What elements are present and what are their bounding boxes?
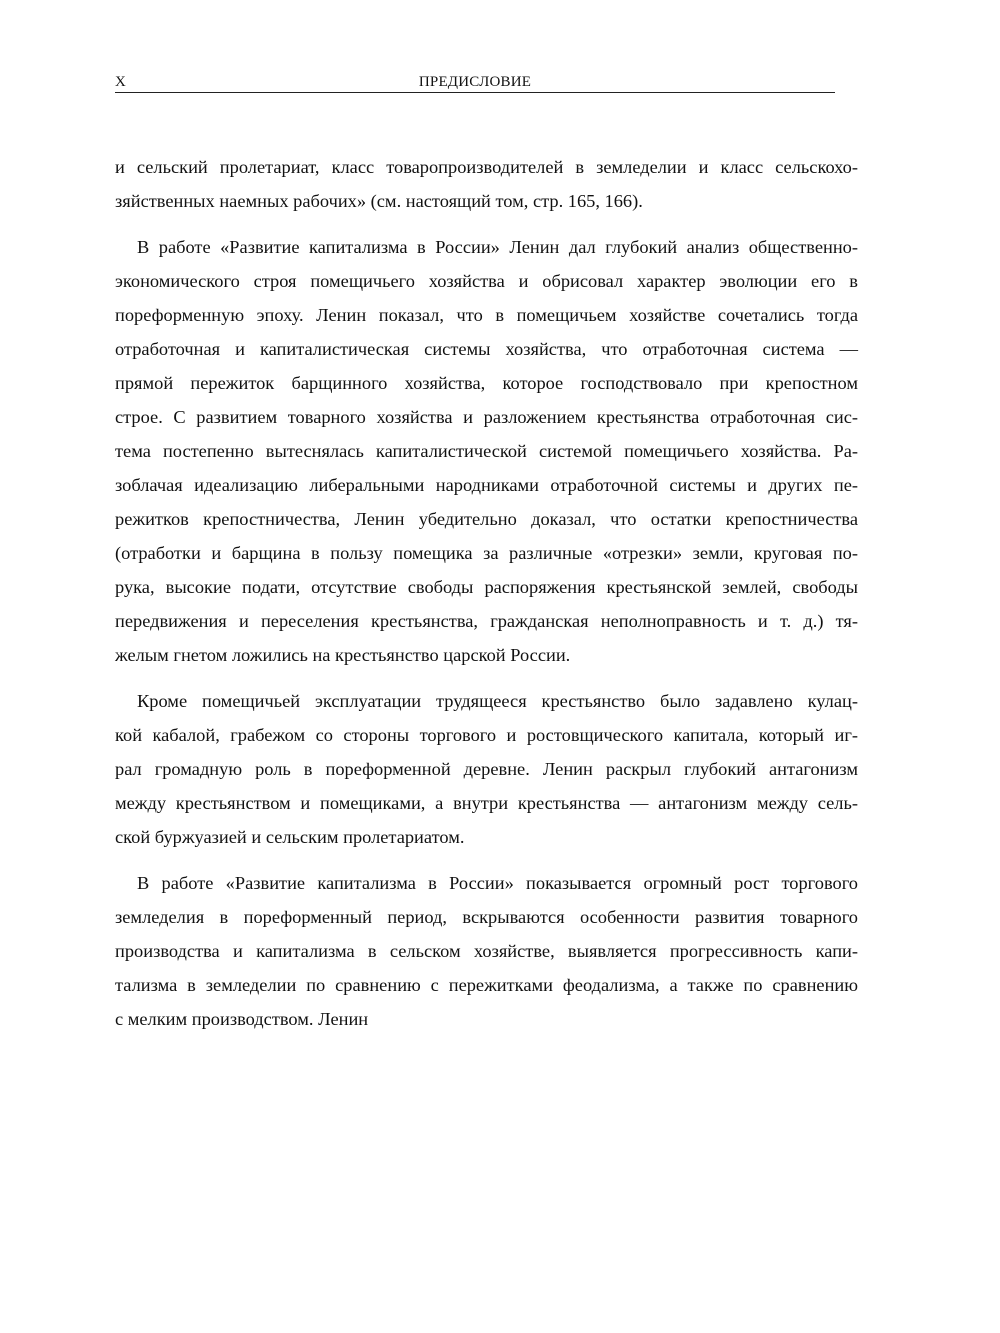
page-title: ПРЕДИСЛОВИЕ	[418, 74, 532, 90]
paragraph	[115, 150, 858, 218]
text-line: зяйственных наемных рабочих» (см. настоящий том, стр. 165, 166).	[115, 191, 643, 211]
paragraph	[115, 866, 858, 1036]
text-line: (отработки и барщина в пользу помещика за различные «отрезки» земли, круговая по-	[115, 543, 858, 563]
text-line: тема постепенно вытеснялась капиталистической системой помещичьего хозяйства. Ра-	[115, 441, 858, 461]
text-line: режитков крепостничества, Ленин убедительно доказал, что остатки крепостничества	[115, 509, 858, 529]
text-line: земледелия в пореформенный период, вскрываются особенности развития товарного	[115, 907, 858, 927]
text-line: прямой пережиток барщинного хозяйства, которое господствовало при крепостном	[115, 373, 858, 393]
text-line: с мелким производством. Ленин	[115, 1009, 369, 1029]
text-line: между крестьянством и помещиками, а внутри крестьянства — антагонизм между сель-	[115, 793, 858, 813]
text-line: пореформенную эпоху. Ленин показал, что в помещичьем хозяйстве сочетались тогда	[115, 305, 858, 325]
text-line: желым гнетом ложились на крестьянство царской России.	[115, 645, 571, 665]
text-line: передвижения и переселения крестьянства, гражданская неполноправность и т. д.) тя-	[115, 611, 858, 631]
text-line: рал громадную роль в пореформенной деревне. Ленин раскрыл глубокий антагонизм	[115, 759, 858, 779]
text-line: кой кабалой, грабежом со стороны торгового и ростовщического капитала, который иг-	[115, 725, 858, 745]
paragraph	[115, 230, 858, 672]
paragraph	[115, 684, 858, 854]
text-line: Кроме помещичьей эксплуатации трудящееся крестьянство было задавлено кулац-	[137, 691, 858, 711]
text-line: В работе «Развитие капитализма в России» Ленин дал глубокий анализ общественно-	[137, 237, 858, 257]
text-line: экономического строя помещичьего хозяйства и обрисовал характер эволюции его в	[115, 271, 858, 291]
text-line: ской буржуазией и сельским пролетариатом.	[115, 827, 465, 847]
running-head	[115, 72, 835, 93]
page-number: X	[115, 74, 126, 90]
text-line: зоблачая идеализацию либеральными народниками отработочной системы и других пе-	[115, 475, 858, 495]
text-line: производства и капитализма в сельском хозяйстве, выявляется прогрессивность капи-	[115, 941, 858, 961]
body-text	[115, 150, 858, 1048]
text-line: строе. С развитием товарного хозяйства и разложением крестьянства отработочная сис-	[115, 407, 858, 427]
text-line: и сельский пролетариат, класс товаропроизводителей в земледелии и класс сельскохо-	[115, 157, 858, 177]
text-line: рука, высокие подати, отсутствие свободы распоряжения крестьянской землей, свободы	[115, 577, 858, 597]
text-line: отработочная и капиталистическая системы хозяйства, что отработочная система —	[115, 339, 858, 359]
text-line: В работе «Развитие капитализма в России» показывается огромный рост торгового	[137, 873, 858, 893]
text-line: тализма в земледелии по сравнению с пережитками феодализма, а также по сравнению	[115, 975, 858, 995]
